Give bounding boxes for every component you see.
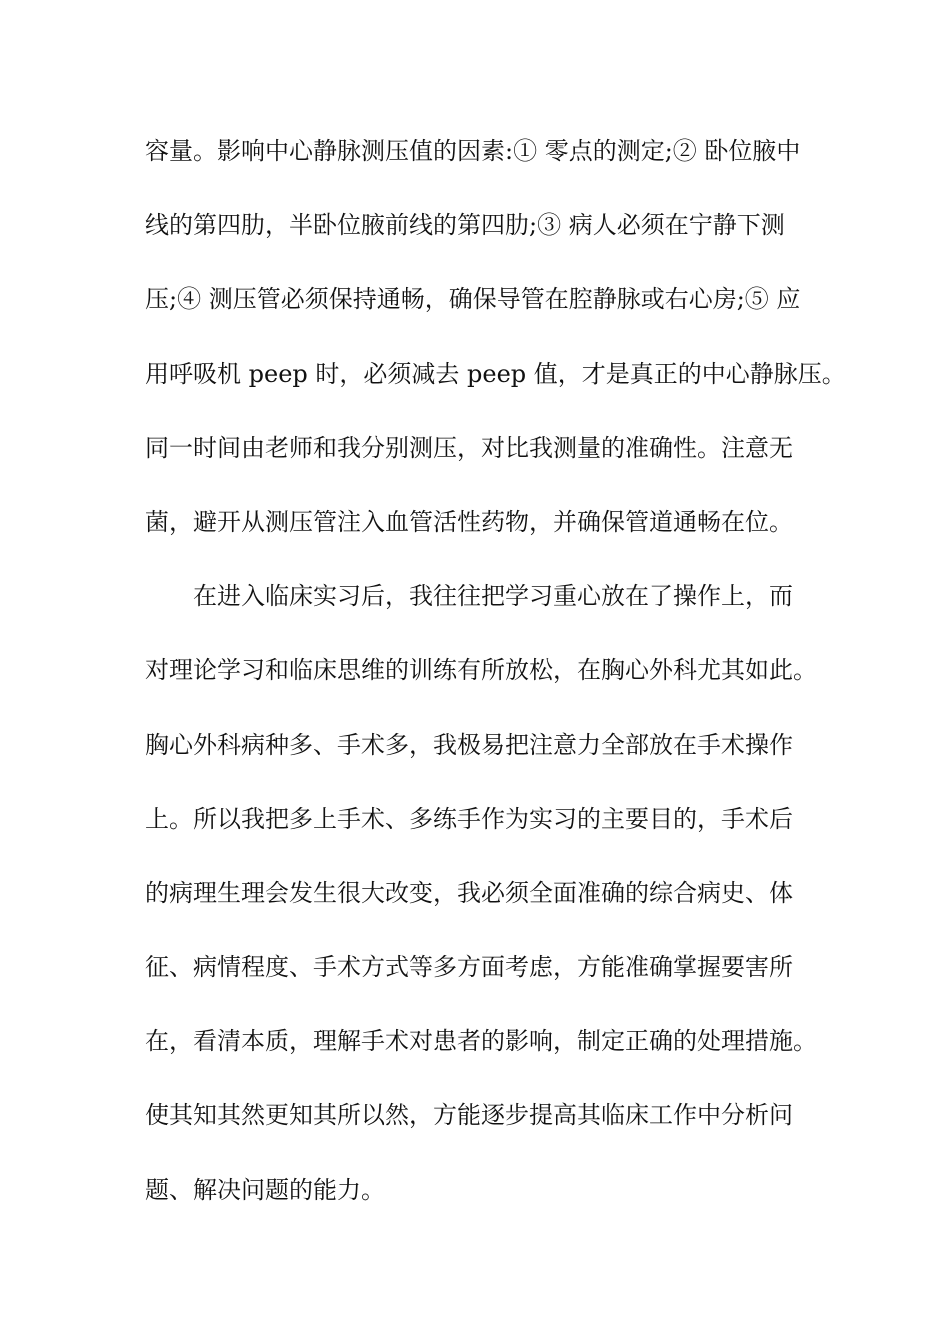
- text-line: 胸心外科病种多、手术多，我极易把注意力全部放在手术操作: [145, 730, 793, 759]
- text-line: 的病理生理会发生很大改变，我必须全面准确的综合病史、体: [145, 878, 793, 907]
- text-line: 线的第四肋，半卧位腋前线的第四肋;③ 病人必须在宁静下测: [145, 211, 785, 240]
- text-line: 在，看清本质，理解手术对患者的影响，制定正确的处理措施。: [145, 1027, 817, 1056]
- text-line: 上。所以我把多上手术、多练手作为实习的主要目的，手术后: [145, 804, 793, 833]
- text-line: 用呼吸机 peep 时，必须减去 peep 值，才是真正的中心静脉压。: [145, 359, 846, 388]
- text-line: 压;④ 测压管必须保持通畅，确保导管在腔静脉或右心房;⑤ 应: [145, 285, 801, 314]
- text-line: 对理论学习和临床思维的训练有所放松，在胸心外科尤其如此。: [145, 656, 817, 685]
- text-line: 容量。影响中心静脉测压值的因素:① 零点的测定;② 卧位腋中: [145, 137, 801, 165]
- text-line: 菌，避开从测压管注入血管活性药物，并确保管道通畅在位。: [145, 507, 793, 536]
- text-line: 同一时间由老师和我分别测压，对比我测量的准确性。注意无: [145, 433, 793, 462]
- paragraph-start-line: 在进入临床实习后，我往往把学习重心放在了操作上，而: [193, 582, 793, 611]
- text-line: 题、解决问题的能力。: [145, 1175, 385, 1204]
- text-line: 使其知其然更知其所以然，方能逐步提高其临床工作中分析问: [145, 1101, 793, 1130]
- text-line: 征、病情程度、手术方式等多方面考虑，方能准确掌握要害所: [145, 953, 793, 982]
- body-text: [145, 131, 846, 1244]
